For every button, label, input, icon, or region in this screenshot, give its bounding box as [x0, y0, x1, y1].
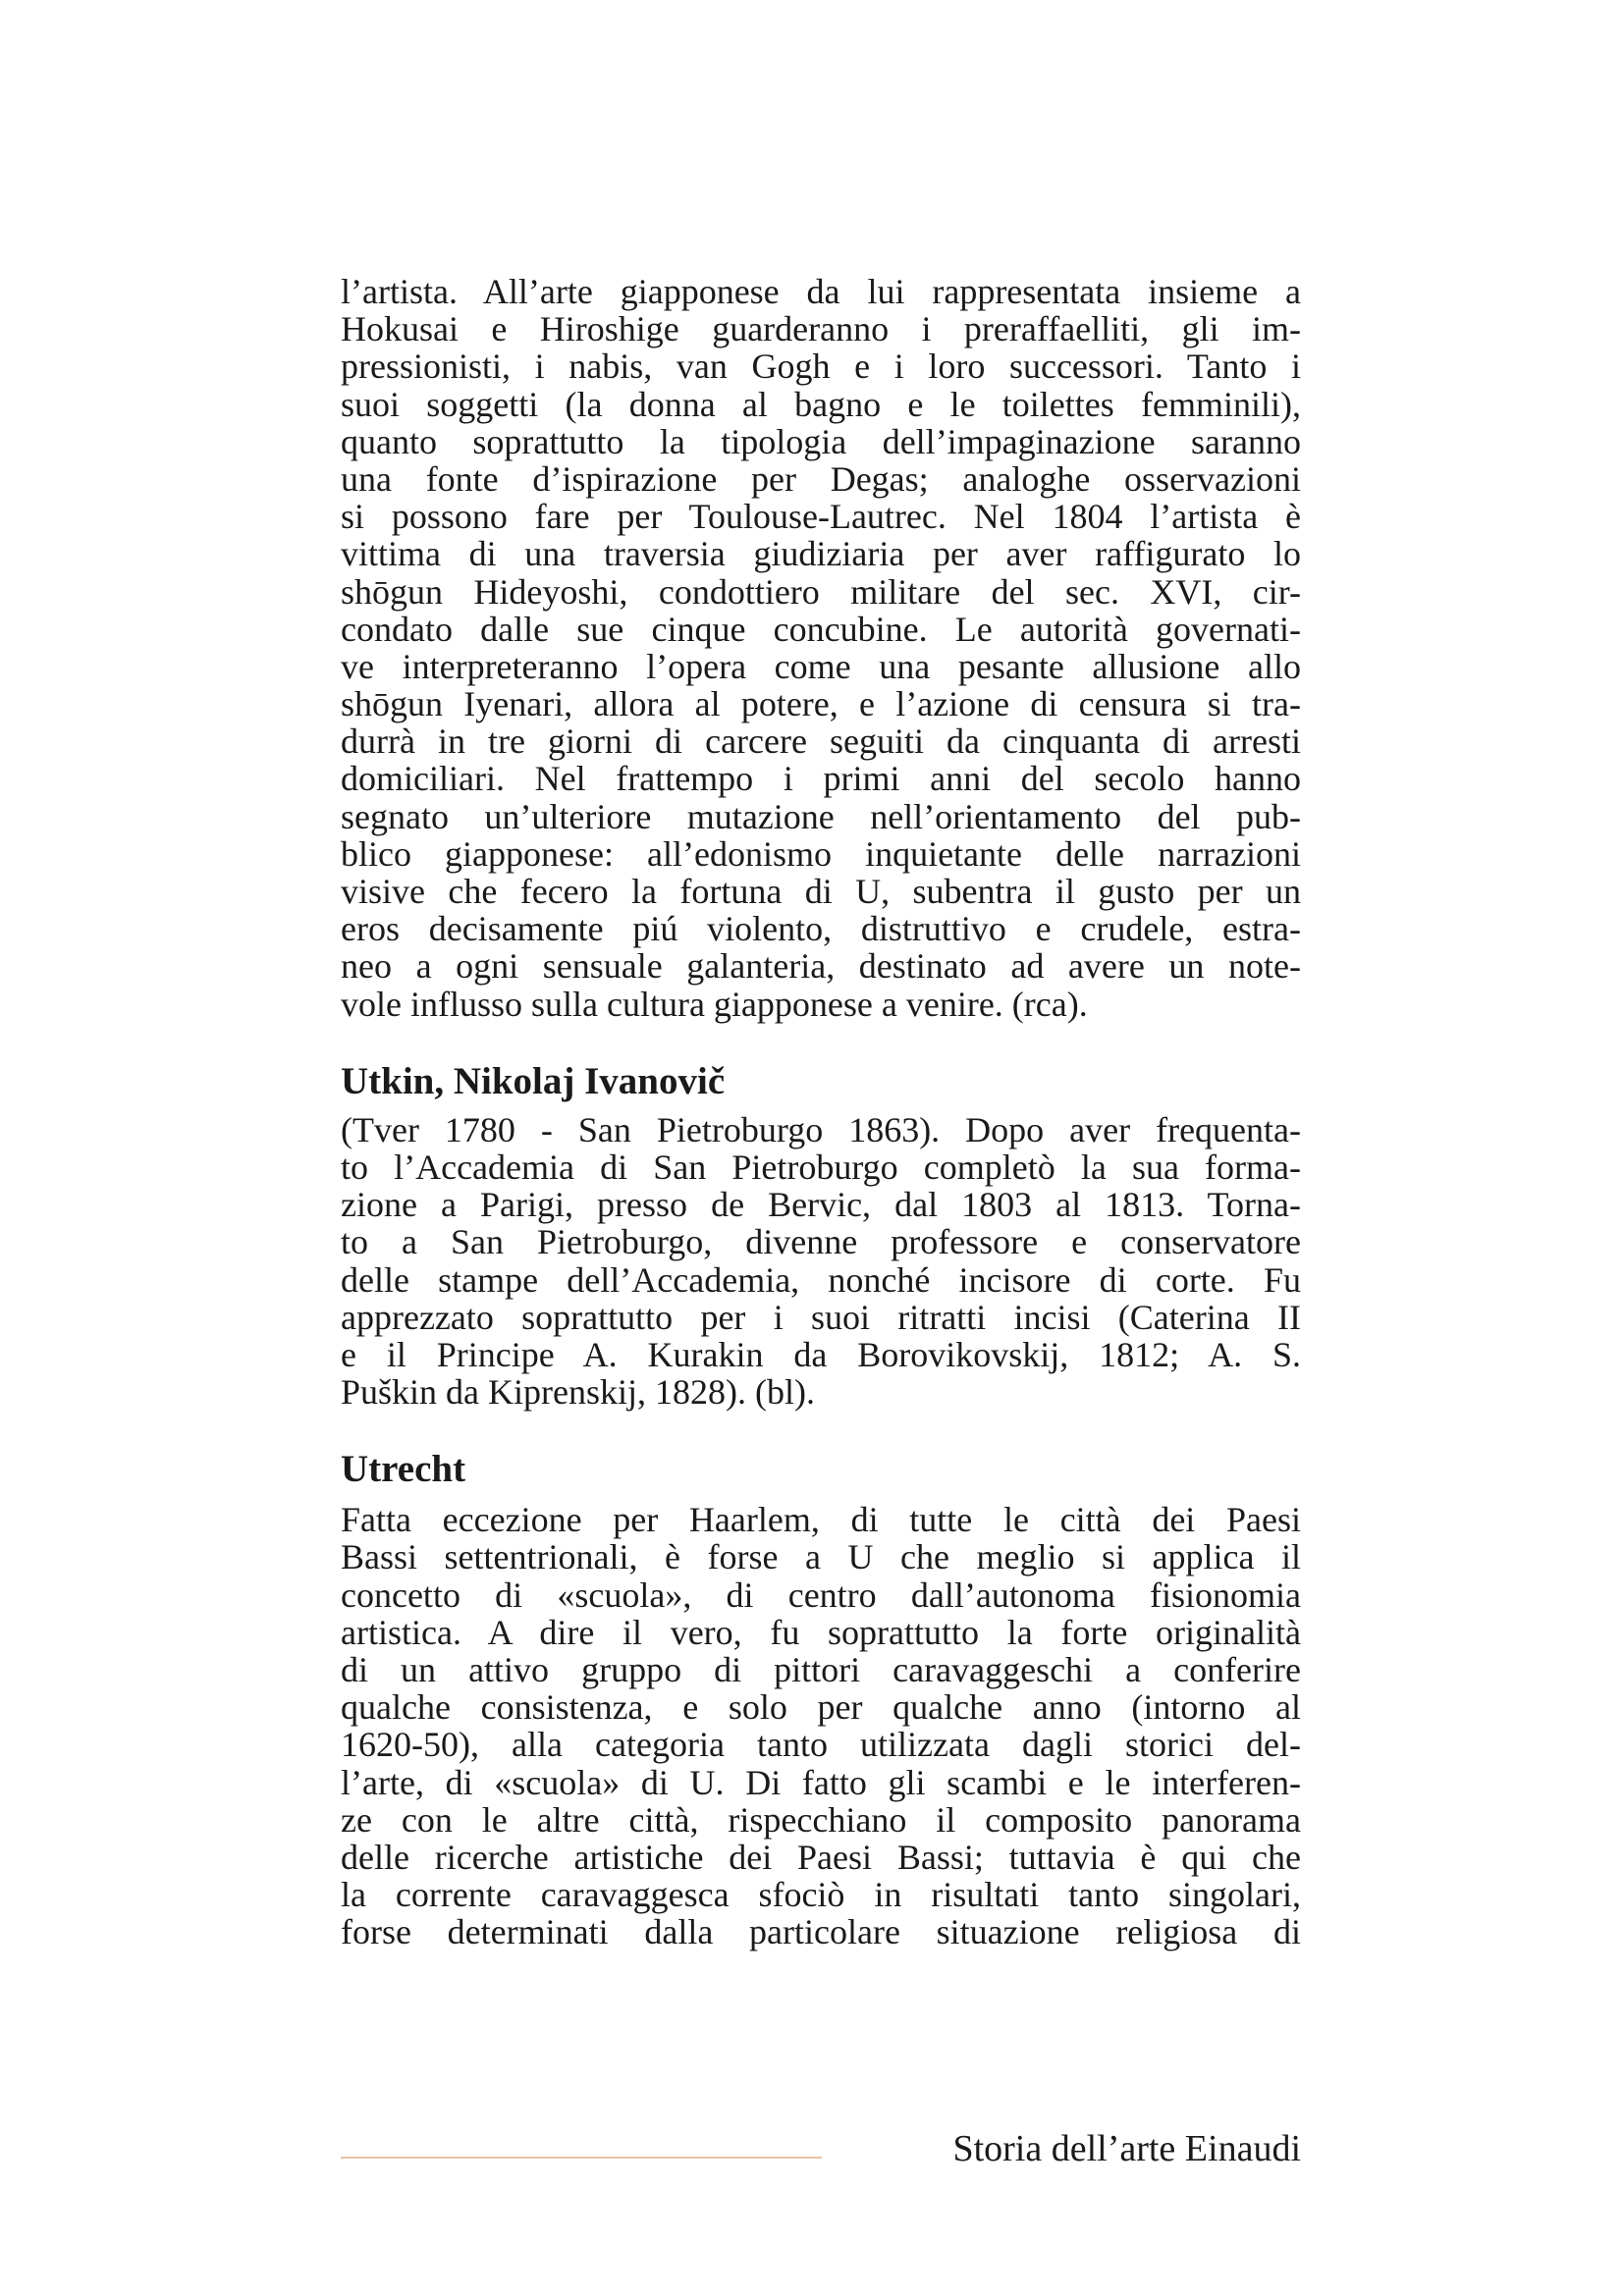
text-line: pressionisti, i nabis, van Gogh e i loro successori. Tanto i: [341, 347, 1301, 387]
text-line: concetto di «scuola», di centro dall’autonoma fisionomia: [341, 1575, 1301, 1615]
text-column: [341, 273, 1301, 1951]
text-line: Hokusai e Hiroshige guarderanno i preraffaelliti, gli im-: [341, 309, 1301, 349]
text-line: delle stampe dell’Accademia, nonché incisore di corte. Fu: [341, 1259, 1301, 1300]
text-line: l’artista. All’arte giapponese da lui rappresentata insieme a: [341, 272, 1301, 311]
text-line: delle ricerche artistiche dei Paesi Bassi; tuttavia è qui che: [341, 1837, 1301, 1877]
text-line: blico giapponese: all’edonismo inquietante delle narrazioni: [341, 833, 1301, 874]
text-line: di un attivo gruppo di pittori caravaggeschi a conferire: [341, 1650, 1301, 1689]
text-line: shōgun Hideyoshi, condottiero militare del sec. XVI, cir-: [341, 571, 1301, 612]
text-line: vole influsso sulla cultura giapponese a venire. (rca).: [341, 984, 1088, 1024]
text-line: Fatta eccezione per Haarlem, di tutte le città dei Paesi: [341, 1500, 1301, 1540]
text-line: artistica. A dire il vero, fu soprattutto la forte originalità: [341, 1612, 1301, 1652]
text-line: la corrente caravaggesca sfociò in risultati tanto singolari,: [341, 1875, 1301, 1915]
text-line: suoi soggetti (la donna al bagno e le toilettes femminili),: [341, 384, 1301, 424]
text-line: una fonte d’ispirazione per Degas; analoghe osservazioni: [341, 458, 1301, 499]
text-line: zione a Parigi, presso de Bervic, dal 1803 al 1813. Torna-: [341, 1185, 1301, 1225]
text-line: l’arte, di «scuola» di U. Di fatto gli scambi e le interferen-: [341, 1762, 1301, 1802]
text-line: durrà in tre giorni di carcere seguiti da cinquanta di arresti: [341, 721, 1301, 762]
text-line: Bassi settentrionali, è forse a U che meglio si applica il: [341, 1537, 1301, 1577]
text-line: domiciliari. Nel frattempo i primi anni del secolo hanno: [341, 759, 1301, 799]
text-line: segnato un’ulteriore mutazione nell’orientamento del pub-: [341, 796, 1301, 836]
text-line: condato dalle sue cinque concubine. Le autorità governati-: [341, 609, 1301, 649]
footer-title: Storia dell’arte Einaudi: [952, 2128, 1301, 2169]
text-line: eros decisamente piú violento, distruttivo e crudele, estra-: [341, 909, 1301, 949]
text-line: neo a ogni sensuale galanteria, destinato ad avere un note-: [341, 946, 1301, 987]
text-line: to a San Pietroburgo, divenne professore e conservatore: [341, 1222, 1301, 1262]
text-line: (Tver 1780 - San Pietroburgo 1863). Dopo aver frequenta-: [341, 1109, 1301, 1149]
paragraph-continuation: [341, 273, 1301, 1023]
text-line: forse determinati dalla particolare situazione religiosa di: [341, 1912, 1301, 1952]
text-line: visive che fecero la fortuna di U, subentra il gusto per un: [341, 872, 1301, 911]
text-line: apprezzato soprattutto per i suoi ritratti incisi (Caterina II: [341, 1297, 1301, 1337]
text-line: to l’Accademia di San Pietroburgo completò la sua forma-: [341, 1147, 1301, 1187]
paragraph-utrecht: [341, 1501, 1301, 1950]
text-line: qualche consistenza, e solo per qualche anno (intorno al: [341, 1687, 1301, 1728]
paragraph-utkin: [341, 1111, 1301, 1412]
text-line: vittima di una traversia giudiziaria per aver raffigurato lo: [341, 534, 1301, 574]
text-line: quanto soprattutto la tipologia dell’impaginazione saranno: [341, 421, 1301, 461]
entry-heading-utrecht: Utrecht: [341, 1448, 466, 1491]
footer-rule: [341, 2157, 822, 2159]
text-line: shōgun Iyenari, allora al potere, e l’azione di censura si tra-: [341, 684, 1301, 724]
text-line: Puškin da Kiprenskij, 1828). (bl).: [341, 1372, 815, 1413]
text-line: e il Principe A. Kurakin da Borovikovskij, 1812; A. S.: [341, 1334, 1301, 1374]
text-line: ve interpreteranno l’opera come una pesante allusione allo: [341, 646, 1301, 686]
text-line: si possono fare per Toulouse-Lautrec. Nel 1804 l’artista è: [341, 497, 1301, 537]
text-line: 1620-50), alla categoria tanto utilizzata dagli storici del-: [341, 1725, 1301, 1765]
text-line: ze con le altre città, rispecchiano il composito panorama: [341, 1799, 1301, 1840]
entry-heading-utkin: Utkin, Nikolaj Ivanovič: [341, 1059, 726, 1102]
